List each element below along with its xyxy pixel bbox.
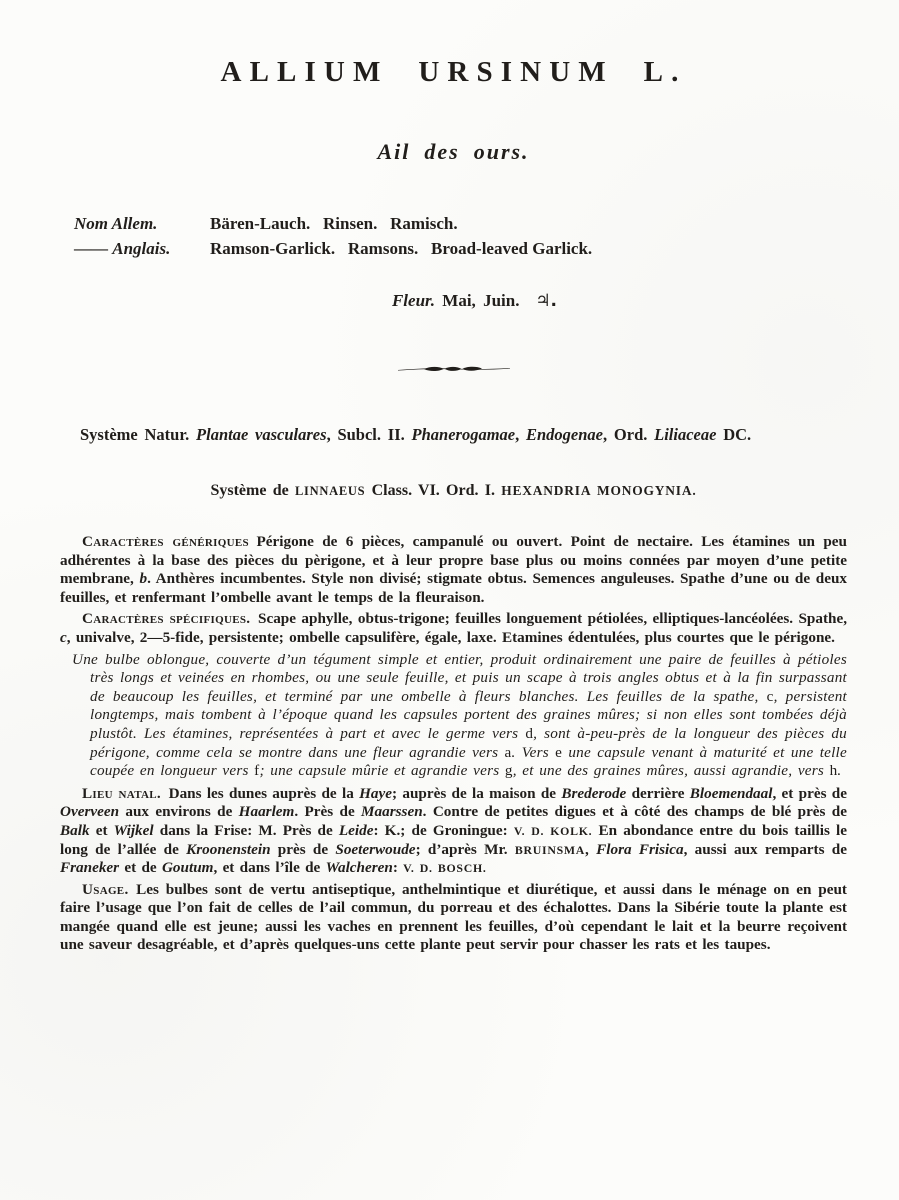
page-title: ALLIUM URSINUM L. [220, 56, 687, 88]
ornament-divider [398, 363, 510, 375]
natural-system-line: Système Natur. Plantae vasculares, Subcl. II. Phanerogamae, Endogenae, Ord. Liliaceae DC. [80, 425, 752, 444]
paragraph-caracteres-generiques: Caractères génériques Périgone de 6 pièces, campanulé ou ouvert. Point de nectaire. Les étamines un peu adhérentes à la base des pièces du pèrigone, et à leur propre base plus ou moins connées par moyen d’une petite membrane, b. Anthères incumbentes. Style non divisé; stigmate obtus. Semences anguleuses. Spathe d’une ou de deux feuilles, et renfermant l’ombelle avant le temps de la fleuraison. [60, 533, 848, 606]
paragraph-usage: Usage. Les bulbes sont de vertu antiseptique, anthelmintique et diurétique, et aussi dans le ménage on en peut faire l’usage que l’on fait de celles de l’ail commun, du porreau et des échalottes. Dans la Sibérie toute la plante est mangée quand elle est jeune; aussi les vaches en prennent les feuilles, d’où cependant le lait et la beurre reçoivent une saveur desagréable, et d’après quelques-uns cette plante peut servir pour chasser les rats et les taupes. [60, 880, 847, 954]
name-row-english [60, 236, 847, 261]
flowering-period-line: Fleur. Mai, Juin. ♃. [391, 291, 558, 311]
name-label-english: —— Anglais. [74, 239, 171, 258]
name-value-german: Bären-Lauch. Rinsen. Ramisch. [210, 214, 458, 233]
name-label-german: Nom Allem. [74, 214, 158, 233]
linnaeus-system-line: Système de LINNAEUS Class. VI. Ord. I. HEXANDRIA MONOGYNIA. [210, 482, 697, 499]
name-value-english: Ramson-Garlick. Ramsons. Broad-leaved Garlick. [210, 239, 593, 258]
species-subtitle: Ail des ours. [377, 139, 530, 164]
vernacular-names [60, 211, 847, 261]
paragraph-caracteres-specifiques: Caractères spécifiques. Scape aphylle, obtus-trigone; feuilles longuement pétiolées, elliptiques-lancéolées. Spathe, c, univalve, 2—5-fide, persistente; ombelle capsulifère, égale, laxe. Etamines édentulées, plus courtes que le périgone. [60, 610, 847, 646]
paragraph-description-bulbe: Une bulbe oblongue, couverte d’un tégument simple et entier, produit ordinairement une paire de feuilles à pétioles très longs et veinées en rhombes, ou une seule feuille, et puis un scape à trois angles obtus et à la fin surpassant de beaucoup les feuilles, et terminé par une ombelle à fleurs blanches. Les feuilles de la spathe, c, persistent longtemps, mais tombent à l’époque quand les capsules portent des graines mûres; si non elles sont tombées déjà plustôt. Les étamines, représentées à part et avec le germe vers d, sont à-peu-près de la longueur des pièces du périgone, comme cela se montre dans une fleur agrandie vers a. Vers e une capsule venant à maturité et une telle coupée en longueur vers f; une capsule mûrie et agrandie vers g, et une des graines mûres, aussi agrandie, vers h. [72, 650, 847, 780]
paragraph-lieu-natal: Lieu natal. Dans les dunes auprès de la Haye; auprès de la maison de Brederode derrière Bloemendaal, et près de Overveen aux environs de Haarlem. Près de Maarssen. Contre de petites digues et à côté des champs de blé près de Balk et Wijkel dans la Frise: M. Près de Leide: K.; de Groningue: V. D. KOLK. En abondance entre du bois taillis le long de l’allée de Kroonenstein près de Soeterwoude; d’après Mr. BRUINSMA, Flora Frisica, aussi aux remparts de Franeker et de Goutum, et dans l’île de Walcheren: V. D. BOSCH. [60, 784, 847, 877]
name-row-german [60, 211, 847, 236]
article-body [60, 533, 847, 955]
